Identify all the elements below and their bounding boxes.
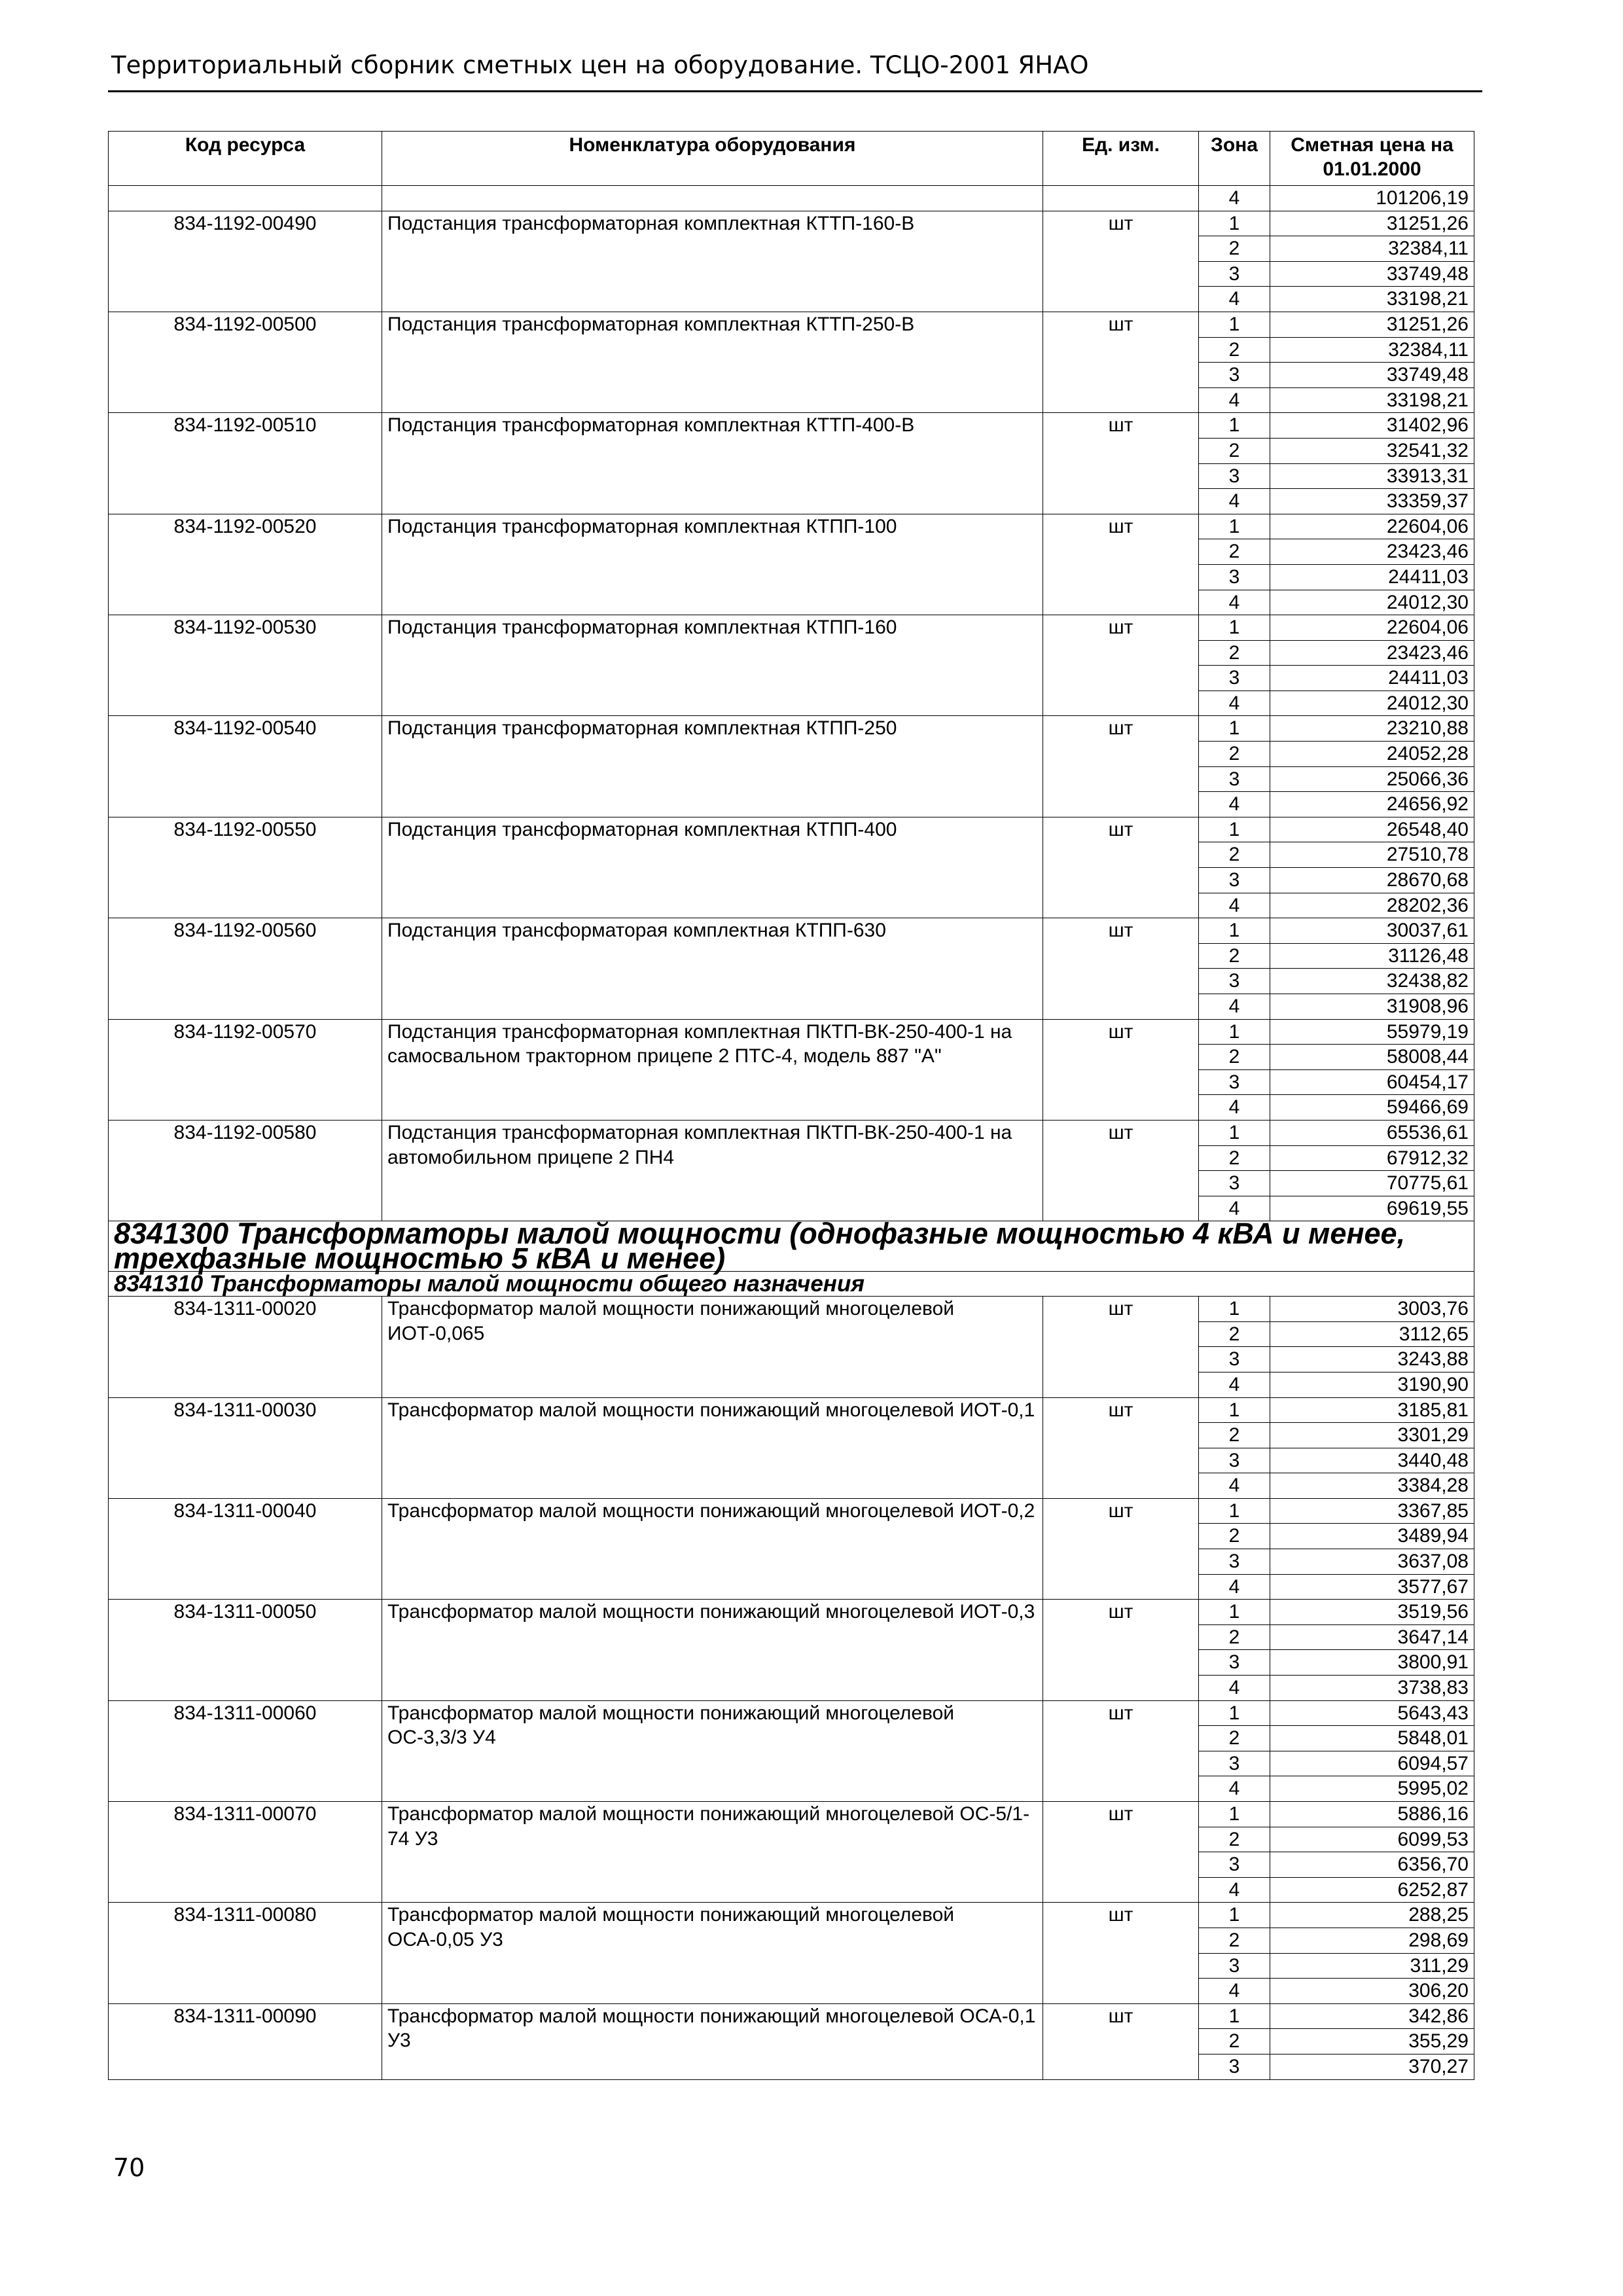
price-cell: 3367,85 <box>1270 1498 1474 1524</box>
equipment-name-cell: Трансформатор малой мощности понижающий многоцелевой ИОТ-0,1 <box>382 1397 1043 1498</box>
table-row <box>109 413 1474 439</box>
zone-cell: 3 <box>1199 564 1270 590</box>
zone-cell: 3 <box>1199 666 1270 691</box>
price-cell: 6252,87 <box>1270 1877 1474 1903</box>
zone-cell: 1 <box>1199 1120 1270 1145</box>
zone-cell: 4 <box>1199 1574 1270 1600</box>
zone-cell: 2 <box>1199 640 1270 666</box>
zone-cell: 4 <box>1199 994 1270 1020</box>
resource-code-cell: 834-1311-00050 <box>109 1600 382 1700</box>
table-row <box>109 1600 1474 1625</box>
price-cell: 33749,48 <box>1270 261 1474 287</box>
price-cell: 23210,88 <box>1270 716 1474 742</box>
price-cell: 31908,96 <box>1270 994 1474 1020</box>
resource-code-cell: 834-1311-00070 <box>109 1802 382 1903</box>
zone-cell: 3 <box>1199 969 1270 994</box>
price-cell: 26548,40 <box>1270 817 1474 842</box>
price-cell: 32541,32 <box>1270 438 1474 463</box>
price-cell: 3577,67 <box>1270 1574 1474 1600</box>
table-row <box>109 817 1474 842</box>
unit-cell: шт <box>1043 2003 1199 2079</box>
zone-cell: 1 <box>1199 1297 1270 1322</box>
price-cell: 23423,46 <box>1270 539 1474 565</box>
price-cell: 3112,65 <box>1270 1321 1474 1347</box>
price-cell: 33749,48 <box>1270 363 1474 388</box>
zone-cell: 3 <box>1199 1069 1270 1095</box>
price-cell: 33198,21 <box>1270 387 1474 413</box>
equipment-name-cell: Подстанция трансформаторная комплектная ПКТП-ВК-250-400-1 на автомобильном прицепе 2 ПН4 <box>382 1120 1043 1221</box>
zone-cell: 3 <box>1199 1751 1270 1776</box>
zone-cell: 2 <box>1199 1827 1270 1852</box>
table-row <box>109 514 1474 539</box>
table-row <box>109 918 1474 944</box>
zone-cell: 1 <box>1199 1700 1270 1726</box>
zone-cell: 4 <box>1199 893 1270 918</box>
unit-cell: шт <box>1043 817 1199 918</box>
section-title-row <box>109 1221 1474 1271</box>
zone-cell: 2 <box>1199 842 1270 868</box>
resource-code-cell: 834-1192-00510 <box>109 413 382 514</box>
zone-cell: 1 <box>1199 918 1270 944</box>
price-cell: 33913,31 <box>1270 463 1474 489</box>
resource-code-cell: 834-1192-00550 <box>109 817 382 918</box>
table-row <box>109 716 1474 742</box>
price-cell: 6099,53 <box>1270 1827 1474 1852</box>
zone-cell: 3 <box>1199 1953 1270 1979</box>
zone-cell: 3 <box>1199 1347 1270 1372</box>
zone-cell: 4 <box>1199 1473 1270 1499</box>
price-cell: 32384,11 <box>1270 337 1474 363</box>
equipment-name-cell: Трансформатор малой мощности понижающий многоцелевой ОСА-0,1 У3 <box>382 2003 1043 2079</box>
price-cell: 59466,69 <box>1270 1095 1474 1121</box>
table-row <box>109 615 1474 641</box>
zone-cell: 4 <box>1199 287 1270 312</box>
subsection-title-row <box>109 1271 1474 1297</box>
price-cell: 355,29 <box>1270 2029 1474 2054</box>
zone-cell: 1 <box>1199 514 1270 539</box>
column-header-name: Номенклатура оборудования <box>382 132 1043 186</box>
resource-code-cell: 834-1192-00520 <box>109 514 382 615</box>
price-cell: 3738,83 <box>1270 1676 1474 1701</box>
price-cell: 24052,28 <box>1270 742 1474 767</box>
price-cell: 25066,36 <box>1270 766 1474 792</box>
price-cell: 298,69 <box>1270 1928 1474 1953</box>
equipment-name-cell: Подстанция трансформаторная комплектная ПКТП-ВК-250-400-1 на самосвальном тракторном прицепе 2 ПТС-4, модель 887 "А" <box>382 1019 1043 1120</box>
price-cell: 30037,61 <box>1270 918 1474 944</box>
price-cell: 23423,46 <box>1270 640 1474 666</box>
price-cell: 3637,08 <box>1270 1549 1474 1575</box>
price-cell: 24656,92 <box>1270 792 1474 817</box>
zone-cell: 2 <box>1199 1045 1270 1070</box>
zone-cell: 2 <box>1199 943 1270 969</box>
price-cell: 3243,88 <box>1270 1347 1474 1372</box>
price-cell: 22604,06 <box>1270 514 1474 539</box>
zone-cell: 4 <box>1199 1676 1270 1701</box>
equipment-name-cell: Подстанция трансформаторная комплектная КТТП-250-В <box>382 312 1043 412</box>
equipment-name-cell: Трансформатор малой мощности понижающий многоцелевой ОС-5/1-74 У3 <box>382 1802 1043 1903</box>
price-cell: 70775,61 <box>1270 1171 1474 1196</box>
equipment-name-cell: Подстанция трансформаторая комплектная КТПП-630 <box>382 918 1043 1019</box>
price-cell: 28670,68 <box>1270 868 1474 893</box>
zone-cell: 1 <box>1199 1600 1270 1625</box>
resource-code-cell: 834-1311-00060 <box>109 1700 382 1801</box>
price-cell: 370,27 <box>1270 2054 1474 2079</box>
unit-cell: шт <box>1043 716 1199 817</box>
section-heading-block <box>109 1217 1474 1297</box>
zone-cell: 1 <box>1199 1397 1270 1423</box>
carry-name-cell <box>382 186 1043 211</box>
price-cell: 3519,56 <box>1270 1600 1474 1625</box>
resource-code-cell: 834-1192-00530 <box>109 615 382 716</box>
zone-cell: 2 <box>1199 539 1270 565</box>
column-header-unit: Ед. изм. <box>1043 132 1199 186</box>
zone-cell: 3 <box>1199 463 1270 489</box>
zone-cell: 2 <box>1199 1726 1270 1751</box>
zone-cell: 1 <box>1199 1903 1270 1928</box>
resource-code-cell: 834-1192-00490 <box>109 211 382 312</box>
price-cell: 288,25 <box>1270 1903 1474 1928</box>
table-row <box>109 211 1474 236</box>
unit-cell: шт <box>1043 1802 1199 1903</box>
unit-cell: шт <box>1043 1397 1199 1498</box>
resource-code-cell: 834-1192-00560 <box>109 918 382 1019</box>
unit-cell: шт <box>1043 1120 1199 1221</box>
zone-cell: 4 <box>1199 1776 1270 1802</box>
zone-cell: 1 <box>1199 1019 1270 1045</box>
equipment-name-cell: Подстанция трансформаторная комплектная КТПП-400 <box>382 817 1043 918</box>
zone-cell: 3 <box>1199 766 1270 792</box>
price-cell: 31251,26 <box>1270 211 1474 236</box>
unit-cell: шт <box>1043 312 1199 412</box>
zone-cell: 4 <box>1199 1979 1270 2004</box>
price-cell: 58008,44 <box>1270 1045 1474 1070</box>
price-cell: 3647,14 <box>1270 1624 1474 1650</box>
zone-cell: 4 <box>1199 691 1270 716</box>
column-header-zone: Зона <box>1199 132 1270 186</box>
price-cell: 101206,19 <box>1270 186 1474 211</box>
page-number: 70 <box>113 2153 145 2182</box>
zone-cell: 3 <box>1199 363 1270 388</box>
price-cell: 24012,30 <box>1270 590 1474 615</box>
zone-cell: 2 <box>1199 438 1270 463</box>
zone-cell: 4 <box>1199 792 1270 817</box>
price-cell: 3489,94 <box>1270 1524 1474 1549</box>
unit-cell: шт <box>1043 1297 1199 1397</box>
zone-cell: 2 <box>1199 236 1270 262</box>
zone-cell: 2 <box>1199 1524 1270 1549</box>
equipment-name-cell: Подстанция трансформаторная комплектная КТТП-400-В <box>382 413 1043 514</box>
page-header-title: Территориальный сборник сметных цен на оборудование. ТСЦО-2001 ЯНАО <box>111 51 1089 79</box>
table-row <box>109 1297 1474 1322</box>
zone-cell: 3 <box>1199 261 1270 287</box>
zone-cell: 4 <box>1199 1095 1270 1121</box>
equipment-name-cell: Трансформатор малой мощности понижающий многоцелевой ИОТ-0,065 <box>382 1297 1043 1397</box>
unit-cell: шт <box>1043 1600 1199 1700</box>
price-cell: 3800,91 <box>1270 1650 1474 1676</box>
resource-code-cell: 834-1311-00040 <box>109 1498 382 1599</box>
price-cell: 22604,06 <box>1270 615 1474 641</box>
zone-cell: 1 <box>1199 817 1270 842</box>
price-cell: 28202,36 <box>1270 893 1474 918</box>
table-row <box>109 1120 1474 1145</box>
table-row <box>109 1397 1474 1423</box>
table-row <box>109 1802 1474 1827</box>
table-body-group1 <box>109 186 1474 1221</box>
zone-cell: 4 <box>1199 1196 1270 1221</box>
zone-cell: 2 <box>1199 2029 1270 2054</box>
table-row <box>109 1700 1474 1726</box>
price-cell: 3440,48 <box>1270 1448 1474 1473</box>
equipment-name-cell: Подстанция трансформаторная комплектная КТТП-160-В <box>382 211 1043 312</box>
zone-cell: 1 <box>1199 413 1270 439</box>
price-cell: 24012,30 <box>1270 691 1474 716</box>
table-header-row <box>109 132 1474 186</box>
price-cell: 69619,55 <box>1270 1196 1474 1221</box>
price-cell: 65536,61 <box>1270 1120 1474 1145</box>
price-cell: 3384,28 <box>1270 1473 1474 1499</box>
equipment-name-cell: Трансформатор малой мощности понижающий многоцелевой ИОТ-0,3 <box>382 1600 1043 1700</box>
price-table <box>108 131 1474 2080</box>
zone-cell: 4 <box>1199 1372 1270 1397</box>
unit-cell: шт <box>1043 211 1199 312</box>
table-row <box>109 2003 1474 2029</box>
price-cell: 32384,11 <box>1270 236 1474 262</box>
zone-cell: 1 <box>1199 1498 1270 1524</box>
zone-cell: 1 <box>1199 716 1270 742</box>
price-cell: 5848,01 <box>1270 1726 1474 1751</box>
price-cell: 67912,32 <box>1270 1145 1474 1171</box>
zone-cell: 4 <box>1199 387 1270 413</box>
column-header-price: Сметная цена на 01.01.2000 <box>1270 132 1474 186</box>
price-cell: 33198,21 <box>1270 287 1474 312</box>
resource-code-cell: 834-1192-00570 <box>109 1019 382 1120</box>
table-row <box>109 1498 1474 1524</box>
subsection-title: 8341310 Трансформаторы малой мощности общего назначения <box>109 1271 1474 1297</box>
table-body-group2 <box>109 1297 1474 2079</box>
zone-cell: 4 <box>1199 489 1270 514</box>
unit-cell: шт <box>1043 1019 1199 1120</box>
resource-code-cell: 834-1192-00580 <box>109 1120 382 1221</box>
zone-cell: 2 <box>1199 1624 1270 1650</box>
price-cell: 311,29 <box>1270 1953 1474 1979</box>
price-cell: 60454,17 <box>1270 1069 1474 1095</box>
unit-cell: шт <box>1043 918 1199 1019</box>
zone-cell: 4 <box>1199 1877 1270 1903</box>
resource-code-cell: 834-1311-00090 <box>109 2003 382 2079</box>
resource-code-cell: 834-1311-00020 <box>109 1297 382 1397</box>
resource-code-cell: 834-1311-00080 <box>109 1903 382 2003</box>
price-cell: 27510,78 <box>1270 842 1474 868</box>
zone-cell: 3 <box>1199 2054 1270 2079</box>
equipment-name-cell: Подстанция трансформаторная комплектная КТПП-250 <box>382 716 1043 817</box>
resource-code-cell: 834-1192-00540 <box>109 716 382 817</box>
equipment-name-cell: Подстанция трансформаторная комплектная КТПП-100 <box>382 514 1043 615</box>
zone-cell: 2 <box>1199 337 1270 363</box>
price-cell: 3003,76 <box>1270 1297 1474 1322</box>
zone-cell: 4 <box>1199 186 1270 211</box>
zone-cell: 2 <box>1199 1928 1270 1953</box>
zone-cell: 2 <box>1199 742 1270 767</box>
unit-cell: шт <box>1043 1498 1199 1599</box>
unit-cell: шт <box>1043 514 1199 615</box>
table-row <box>109 312 1474 337</box>
resource-code-cell: 834-1192-00500 <box>109 312 382 412</box>
unit-cell: шт <box>1043 1903 1199 2003</box>
price-cell: 5886,16 <box>1270 1802 1474 1827</box>
price-cell: 3301,29 <box>1270 1423 1474 1448</box>
zone-cell: 3 <box>1199 1549 1270 1575</box>
equipment-name-cell: Трансформатор малой мощности понижающий многоцелевой ИОТ-0,2 <box>382 1498 1043 1599</box>
unit-cell: шт <box>1043 1700 1199 1801</box>
equipment-name-cell: Трансформатор малой мощности понижающий многоцелевой ОСА-0,05 У3 <box>382 1903 1043 2003</box>
price-cell: 33359,37 <box>1270 489 1474 514</box>
price-cell: 24411,03 <box>1270 564 1474 590</box>
price-cell: 342,86 <box>1270 2003 1474 2029</box>
zone-cell: 1 <box>1199 1802 1270 1827</box>
zone-cell: 3 <box>1199 1852 1270 1878</box>
carry-code-cell <box>109 186 382 211</box>
column-header-code: Код ресурса <box>109 132 382 186</box>
unit-cell: шт <box>1043 615 1199 716</box>
price-cell: 306,20 <box>1270 1979 1474 2004</box>
price-cell: 6356,70 <box>1270 1852 1474 1878</box>
price-cell: 24411,03 <box>1270 666 1474 691</box>
price-cell: 3185,81 <box>1270 1397 1474 1423</box>
price-cell: 32438,82 <box>1270 969 1474 994</box>
zone-cell: 1 <box>1199 615 1270 641</box>
zone-cell: 3 <box>1199 1171 1270 1196</box>
price-cell: 31402,96 <box>1270 413 1474 439</box>
price-cell: 31126,48 <box>1270 943 1474 969</box>
zone-cell: 1 <box>1199 211 1270 236</box>
equipment-name-cell: Трансформатор малой мощности понижающий многоцелевой ОС-3,3/3 У4 <box>382 1700 1043 1801</box>
header-rule <box>108 90 1482 92</box>
price-cell: 5995,02 <box>1270 1776 1474 1802</box>
section-title: 8341300 Трансформаторы малой мощности (однофазные мощностью 4 кВА и менее, трехфазные мощностью 5 кВА и менее) <box>109 1221 1474 1271</box>
price-cell: 55979,19 <box>1270 1019 1474 1045</box>
price-cell: 31251,26 <box>1270 312 1474 337</box>
price-cell: 3190,90 <box>1270 1372 1474 1397</box>
zone-cell: 2 <box>1199 1321 1270 1347</box>
zone-cell: 2 <box>1199 1423 1270 1448</box>
price-cell: 6094,57 <box>1270 1751 1474 1776</box>
unit-cell: шт <box>1043 413 1199 514</box>
table-row <box>109 1019 1474 1045</box>
resource-code-cell: 834-1311-00030 <box>109 1397 382 1498</box>
table-row-carry <box>109 186 1474 211</box>
zone-cell: 2 <box>1199 1145 1270 1171</box>
zone-cell: 3 <box>1199 868 1270 893</box>
zone-cell: 3 <box>1199 1650 1270 1676</box>
carry-unit-cell <box>1043 186 1199 211</box>
zone-cell: 3 <box>1199 1448 1270 1473</box>
zone-cell: 4 <box>1199 590 1270 615</box>
equipment-name-cell: Подстанция трансформаторная комплектная КТПП-160 <box>382 615 1043 716</box>
zone-cell: 1 <box>1199 312 1270 337</box>
zone-cell: 1 <box>1199 2003 1270 2029</box>
price-cell: 5643,43 <box>1270 1700 1474 1726</box>
table-row <box>109 1903 1474 1928</box>
